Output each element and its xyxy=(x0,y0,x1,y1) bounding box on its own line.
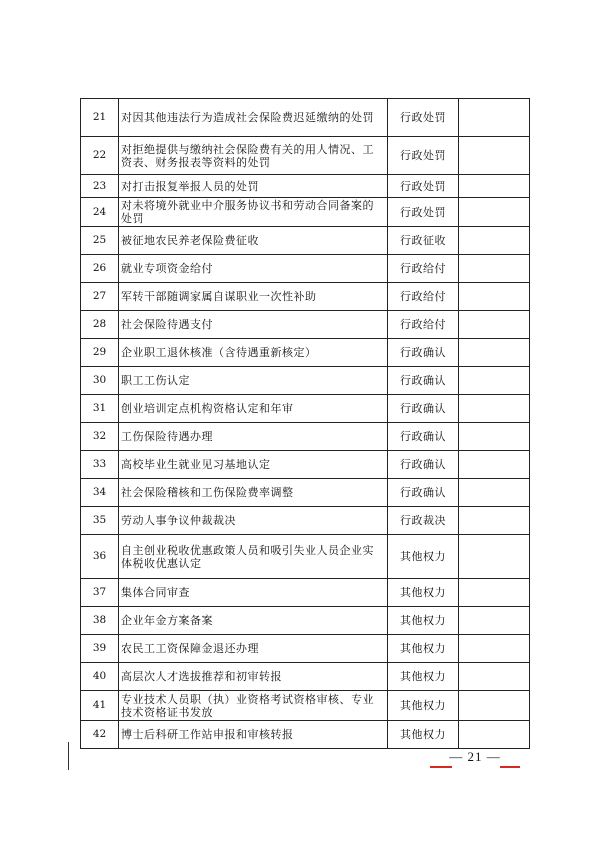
row-item: 高校毕业生就业见习基地认定 xyxy=(119,451,388,479)
row-number: 28 xyxy=(81,311,119,339)
row-note xyxy=(459,579,530,607)
row-number: 24 xyxy=(81,198,119,227)
row-power-type: 行政确认 xyxy=(388,423,459,451)
row-item: 博士后科研工作站申报和审核转报 xyxy=(119,721,388,749)
table-row xyxy=(81,198,530,227)
row-power-type: 行政确认 xyxy=(388,395,459,423)
row-item: 社会保险待遇支付 xyxy=(119,311,388,339)
row-note xyxy=(459,721,530,749)
row-note xyxy=(459,175,530,198)
page-number-block xyxy=(430,749,520,775)
row-note xyxy=(459,339,530,367)
row-item: 对拒绝提供与缴纳社会保险费有关的用人情况、工资表、财务报表等资料的处罚 xyxy=(119,137,388,175)
row-power-type: 行政确认 xyxy=(388,367,459,395)
page-number-left-red-line xyxy=(430,766,452,768)
row-item: 创业培训定点机构资格认定和年审 xyxy=(119,395,388,423)
row-power-type: 其他权力 xyxy=(388,691,459,721)
row-power-type: 行政确认 xyxy=(388,479,459,507)
page-number: — 21 — xyxy=(449,749,501,764)
power-list-table xyxy=(80,98,530,749)
row-note xyxy=(459,283,530,311)
table-row xyxy=(81,451,530,479)
row-note xyxy=(459,198,530,227)
row-item: 高层次人才选拔推荐和初审转报 xyxy=(119,663,388,691)
row-number: 25 xyxy=(81,227,119,255)
row-note xyxy=(459,423,530,451)
row-item: 企业年金方案备案 xyxy=(119,607,388,635)
row-item: 就业专项资金给付 xyxy=(119,255,388,283)
table-row xyxy=(81,175,530,198)
table-body xyxy=(81,99,530,749)
row-note xyxy=(459,479,530,507)
row-number: 22 xyxy=(81,137,119,175)
row-number: 39 xyxy=(81,635,119,663)
row-number: 38 xyxy=(81,607,119,635)
row-note xyxy=(459,99,530,137)
table-row xyxy=(81,99,530,137)
row-note xyxy=(459,535,530,579)
table-row xyxy=(81,227,530,255)
table-row xyxy=(81,137,530,175)
row-number: 40 xyxy=(81,663,119,691)
row-power-type: 行政处罚 xyxy=(388,198,459,227)
row-note xyxy=(459,255,530,283)
row-note xyxy=(459,227,530,255)
row-item: 对未将境外就业中介服务协议书和劳动合同备案的处罚 xyxy=(119,198,388,227)
row-number: 42 xyxy=(81,721,119,749)
row-item: 企业职工退休核准（含待遇重新核定） xyxy=(119,339,388,367)
table-row xyxy=(81,691,530,721)
row-number: 34 xyxy=(81,479,119,507)
row-note xyxy=(459,367,530,395)
row-number: 35 xyxy=(81,507,119,535)
table-row xyxy=(81,479,530,507)
row-number: 29 xyxy=(81,339,119,367)
row-power-type: 行政给付 xyxy=(388,283,459,311)
row-power-type: 行政处罚 xyxy=(388,175,459,198)
row-note xyxy=(459,507,530,535)
row-item: 自主创业税收优惠政策人员和吸引失业人员企业实体税收优惠认定 xyxy=(119,535,388,579)
row-note xyxy=(459,395,530,423)
row-power-type: 其他权力 xyxy=(388,535,459,579)
row-power-type: 行政处罚 xyxy=(388,137,459,175)
row-item: 专业技术人员职（执）业资格考试资格审核、专业技术资格证书发放 xyxy=(119,691,388,721)
row-power-type: 行政给付 xyxy=(388,311,459,339)
footer-left-rule xyxy=(68,742,69,770)
row-power-type: 行政确认 xyxy=(388,339,459,367)
table-row xyxy=(81,535,530,579)
table-row xyxy=(81,283,530,311)
row-note xyxy=(459,607,530,635)
row-note xyxy=(459,137,530,175)
table-row xyxy=(81,423,530,451)
row-note xyxy=(459,691,530,721)
row-item: 社会保险稽核和工伤保险费率调整 xyxy=(119,479,388,507)
row-number: 27 xyxy=(81,283,119,311)
row-note xyxy=(459,663,530,691)
table-row xyxy=(81,395,530,423)
row-number: 32 xyxy=(81,423,119,451)
row-note xyxy=(459,635,530,663)
row-number: 37 xyxy=(81,579,119,607)
row-power-type: 其他权力 xyxy=(388,663,459,691)
row-item: 工伤保险待遇办理 xyxy=(119,423,388,451)
row-power-type: 行政裁决 xyxy=(388,507,459,535)
row-power-type: 行政处罚 xyxy=(388,99,459,137)
row-item: 农民工工资保障金退还办理 xyxy=(119,635,388,663)
row-item: 对打击报复举报人员的处罚 xyxy=(119,175,388,198)
table-row xyxy=(81,367,530,395)
table-row xyxy=(81,507,530,535)
row-number: 36 xyxy=(81,535,119,579)
row-number: 33 xyxy=(81,451,119,479)
row-number: 30 xyxy=(81,367,119,395)
row-item: 军转干部随调家属自谋职业一次性补助 xyxy=(119,283,388,311)
row-number: 31 xyxy=(81,395,119,423)
table-row xyxy=(81,663,530,691)
row-power-type: 其他权力 xyxy=(388,721,459,749)
table-row xyxy=(81,579,530,607)
row-power-type: 行政给付 xyxy=(388,255,459,283)
power-list-table-wrap xyxy=(80,98,521,749)
row-item: 被征地农民养老保险费征收 xyxy=(119,227,388,255)
row-note xyxy=(459,311,530,339)
row-power-type: 其他权力 xyxy=(388,635,459,663)
table-row xyxy=(81,607,530,635)
row-item: 劳动人事争议仲裁裁决 xyxy=(119,507,388,535)
row-power-type: 其他权力 xyxy=(388,607,459,635)
row-power-type: 其他权力 xyxy=(388,579,459,607)
row-number: 41 xyxy=(81,691,119,721)
row-number: 21 xyxy=(81,99,119,137)
table-row xyxy=(81,255,530,283)
row-item: 对因其他违法行为造成社会保险费迟延缴纳的处罚 xyxy=(119,99,388,137)
row-number: 23 xyxy=(81,175,119,198)
row-note xyxy=(459,451,530,479)
row-item: 集体合同审查 xyxy=(119,579,388,607)
table-row xyxy=(81,339,530,367)
row-power-type: 行政征收 xyxy=(388,227,459,255)
row-number: 26 xyxy=(81,255,119,283)
page-number-right-red-line xyxy=(500,766,520,768)
row-power-type: 行政确认 xyxy=(388,451,459,479)
table-row xyxy=(81,635,530,663)
table-row xyxy=(81,721,530,749)
row-item: 职工工伤认定 xyxy=(119,367,388,395)
table-row xyxy=(81,311,530,339)
